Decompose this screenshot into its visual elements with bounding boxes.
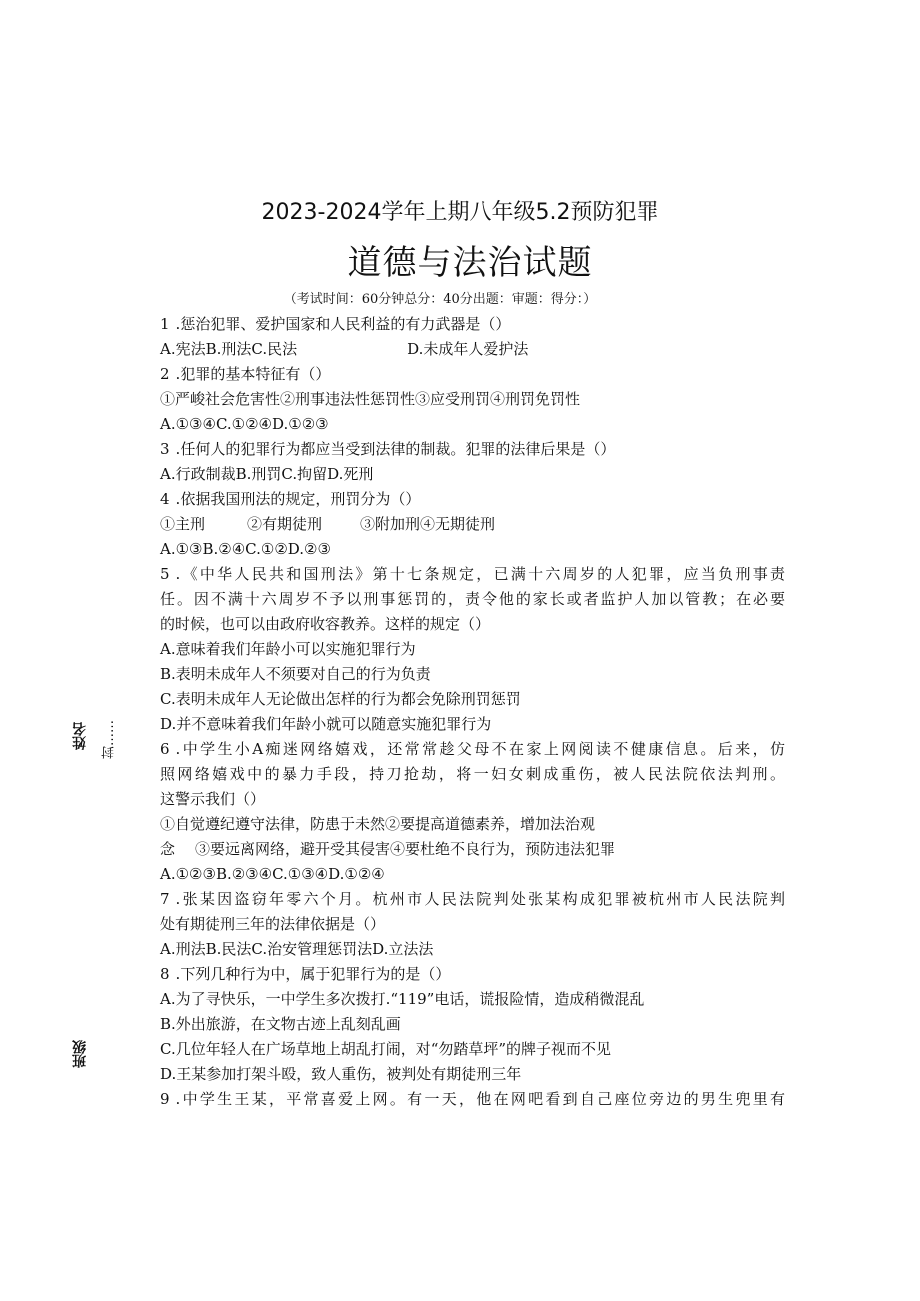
question-5-option-a: A.意味着我们年龄小可以实施犯罪行为: [160, 640, 416, 658]
question-6-stem-line2: 照网络嬉戏中的暴力手段，持刀抢劫，将一妇女刺成重伤，被人民法院依法判刑。: [160, 765, 785, 783]
question-2-stem: 2 .犯罪的基本特征有（）: [160, 365, 331, 383]
question-6-options: A.①②③B.②③④C.①③④D.①②④: [160, 865, 385, 883]
question-5-stem-line2: 任。因不满十六周岁不予以刑事惩罚的，责令他的家长或者监护人加以管教；在必要: [160, 590, 785, 608]
question-3-stem: 3 .任何人的犯罪行为都应当受到法律的制裁。犯罪的法律后果是（）: [160, 440, 616, 458]
question-2-options: A.①③④C.①②④D.①②③: [160, 415, 329, 433]
question-5-stem-line1: 5 .《中华人民共和国刑法》第十七条规定，已满十六周岁的人犯罪，应当负刑事责: [160, 565, 785, 583]
question-6-stem-line1: 6 .中学生小A痴迷网络嬉戏，还常常趁父母不在家上网阅读不健康信息。后来，仿: [160, 740, 785, 758]
question-list: [160, 312, 785, 1112]
side-label-name: 姓名: [72, 722, 88, 750]
question-5-stem-line3: 的时候，也可以由政府收容教养。这样的规定（）: [160, 615, 491, 633]
question-8-stem: 8 .下列几种行为中，属于犯罪行为的是（）: [160, 965, 451, 983]
question-5-option-b: B.表明未成年人不须要对自己的行为负责: [160, 665, 431, 683]
exam-title-line2: 道德与法治试题: [347, 243, 593, 283]
side-label-seal: 封……: [102, 720, 117, 759]
question-5-option-d: D.并不意味着我们年龄小就可以随意实施犯罪行为: [160, 715, 492, 733]
question-8-option-d: D.王某参加打架斗殴，致人重伤，被判处有期徒刑三年: [160, 1065, 522, 1083]
question-2-items: ①严峻社会危害性②刑事违法性惩罚性③应受刑罚④刑罚免罚性: [160, 390, 581, 408]
question-1-stem: 1 .惩治犯罪、爱护国家和人民利益的有力武器是（）: [160, 315, 511, 333]
question-1-options: A.宪法B.刑法C.民法 D.未成年人爱护法: [160, 340, 529, 358]
question-8-option-a: A.为了寻快乐，一中学生多次拨打.“119”电话，谎报险情，造成稍微混乱: [160, 990, 645, 1008]
question-7-stem-line2: 处有期徒刑三年的法律依据是（）: [160, 915, 386, 933]
question-6-items-line2: 念 ③要远离网络，避开受其侵害④要杜绝不良行为，预防违法犯罪: [160, 840, 616, 858]
question-4-items: ①主刑 ②有期徒刑 ③附加刑④无期徒刑: [160, 515, 496, 533]
question-3-options: A.行政制裁B.刑罚C.拘留D.死刑: [160, 465, 374, 483]
question-6-items-line1: ①自觉遵纪遵守法律，防患于未然②要提高道德素养，增加法治观: [160, 815, 596, 833]
exam-info: （考试时间：60分钟总分：40分出题：审题：得分：）: [283, 292, 597, 307]
question-9-stem-line1: 9 .中学生王某，平常喜爱上网。有一天，他在网吧看到自己座位旁边的男生兜里有: [160, 1090, 785, 1108]
question-5-option-c: C.表明未成年人无论做出怎样的行为都会免除刑罚惩罚: [160, 690, 521, 708]
question-7-stem-line1: 7 .张某因盗窃年零六个月。杭州市人民法院判处张某构成犯罪被杭州市人民法院判: [160, 890, 785, 908]
question-8-option-c: C.几位年轻人在广场草地上胡乱打闹，对“勿踏草坪”的牌子视而不见: [160, 1040, 612, 1058]
question-4-options: A.①③B.②④C.①②D.②③: [160, 540, 331, 558]
question-6-stem-line3: 这警示我们（）: [160, 790, 266, 808]
question-8-option-b: B.外出旅游，在文物古迹上乱刻乱画: [160, 1015, 401, 1033]
question-4-stem: 4 .依据我国刑法的规定，刑罚分为（）: [160, 490, 421, 508]
question-7-options: A.刑法B.民法C.治安管理惩罚法D.立法法: [160, 940, 434, 958]
side-label-class: 班级: [72, 1040, 88, 1068]
exam-title-line1: 2023-2024学年上期八年级5.2预防犯罪: [261, 200, 659, 225]
